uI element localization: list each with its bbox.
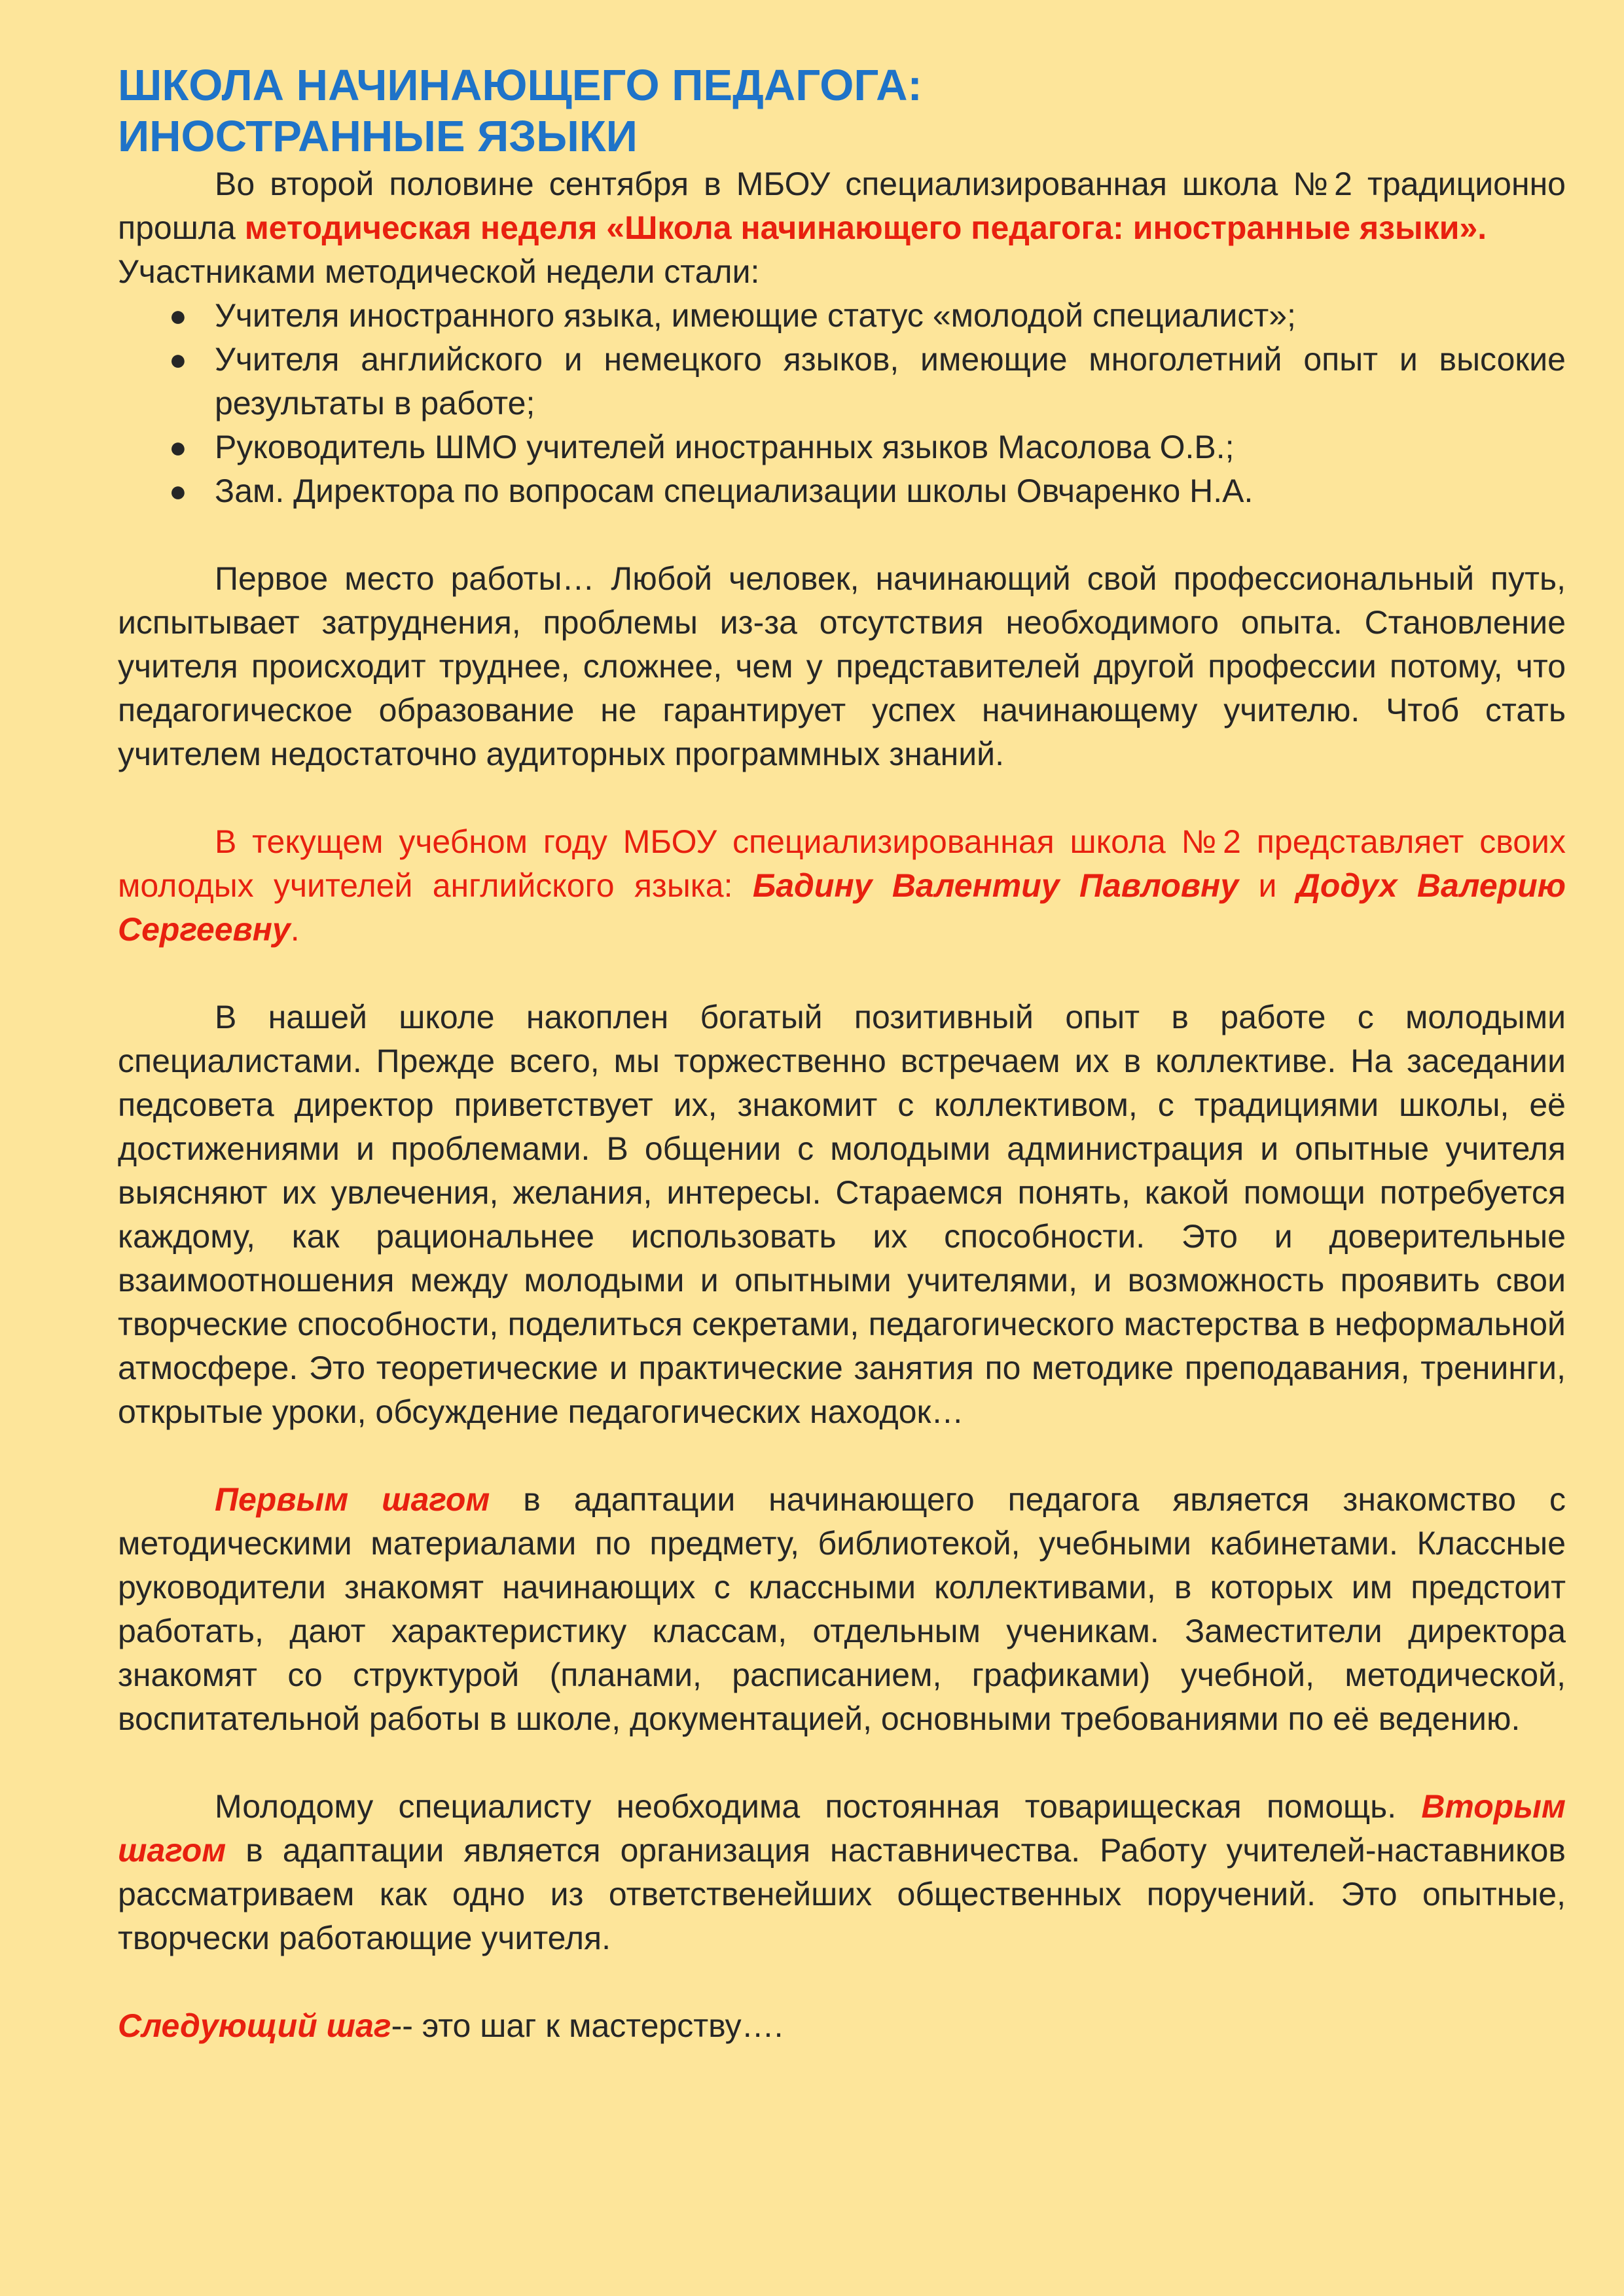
teachers-end: . <box>290 911 300 948</box>
list-item <box>118 425 1566 469</box>
participants-list <box>118 294 1566 513</box>
list-item-text: Зам. Директора по вопросам специализации школы Овчаренко Н.А. <box>215 473 1254 509</box>
step1-text: в адаптации начинающего педагога является знакомство с методическими материалами по предмету, библиотекой, учебными кабинетами. Классные руководители знакомят начинающих с классными коллективами, в которых им предстоит работать, дают характеристику классам, отдельным ученикам. Заместители директора знакомят со структурой (планами, расписанием, графиками) учебной, методической, воспитательной работы в школе, документацией, основными требованиями по её ведению. <box>118 1481 1566 1737</box>
title-line-1: ШКОЛА НАЧИНАЮЩЕГО ПЕДАГОГА: <box>118 61 922 110</box>
first-place-paragraph: Первое место работы… Любой человек, начинающий свой профессиональный путь, испытывает затруднения, проблемы из-за отсутствия необходимого опыта. Становление учителя происходит труднее, сложнее, чем у представителей другой профессии потому, что педагогическое образование не гарантирует успех начинающему учителю. Чтоб стать учителем недостаточно аудиторных программных знаний. <box>118 560 1566 772</box>
page-title <box>118 60 1566 162</box>
intro-highlight: методическая неделя «Школа начинающего педагога: иностранные языки». <box>244 209 1487 246</box>
step1-paragraph <box>118 1478 1566 1741</box>
list-item <box>118 469 1566 513</box>
bullet-icon: ● <box>169 342 187 376</box>
list-item <box>118 338 1566 425</box>
participants-heading: Участниками методической недели стали: <box>118 253 760 290</box>
step2-paragraph <box>118 1785 1566 1960</box>
intro-paragraph <box>118 162 1566 250</box>
intro-text: Во второй половине сентября в МБОУ специализированная школа №2 традиционно прошла <box>118 166 1566 246</box>
next-step-paragraph <box>118 2004 1566 2048</box>
bullet-icon: ● <box>169 474 187 508</box>
step1-lead: Первым шагом <box>215 1481 490 1518</box>
list-item-text: Учителя иностранного языка, имеющие статус «молодой специалист»; <box>215 297 1296 334</box>
next-step-lead: Следующий шаг <box>118 2007 391 2044</box>
teachers-paragraph <box>118 820 1566 952</box>
list-item-text: Учителя английского и немецкого языков, имеющие многолетний опыт и высокие результаты в работе; <box>215 341 1566 422</box>
step2-text: в адаптации является организация наставничества. Работу учителей-наставников рассматриваем как одно из ответственейших общественных поручений. Это опытные, творчески работающие учителя. <box>118 1832 1566 1956</box>
title-line-2: ИНОСТРАННЫЕ ЯЗЫКИ <box>118 112 638 161</box>
teacher-name-2: Додух Валерию Сергеевну <box>118 867 1566 948</box>
list-item-text: Руководитель ШМО учителей иностранных языков Масолова О.В.; <box>215 429 1235 465</box>
bullet-icon: ● <box>169 430 187 464</box>
list-item <box>118 294 1566 338</box>
experience-paragraph: В нашей школе накоплен богатый позитивный опыт в работе с молодыми специалистами. Прежде всего, мы торжественно встречаем их в коллективе. На заседании педсовета директор приветствует их, знакомит с коллективом, с традициями школы, её достижениями и проблемами. В общении с молодыми администрация и опытные учителя выясняют их увлечения, желания, интересы. Стараемся понять, какой помощи потребуется каждому, как рациональнее использовать их способности. Это и доверительные взаимоотношения между молодыми и опытными учителями, и возможность проявить свои творческие способности, поделиться секретами, педагогического мастерства в неформальной атмосфере. Это теоретические и практические занятия по методике преподавания, тренинги, открытые уроки, обсуждение педагогических находок… <box>118 999 1566 1430</box>
bullet-icon: ● <box>169 298 187 332</box>
next-step-text: -- это шаг к мастерству…. <box>391 2007 784 2044</box>
teachers-conj: и <box>1238 867 1297 904</box>
step2-lead: Вторым шагом <box>118 1788 1566 1869</box>
step2-intro: Молодому специалисту необходима постоянная товарищеская помощь. <box>215 1788 1422 1825</box>
document-page <box>118 60 1566 2048</box>
teachers-text: В текущем учебном году МБОУ специализированная школа №2 представляет своих молодых учителей английского языка: <box>118 823 1566 904</box>
teacher-name-1: Бадину Валентиу Павловну <box>752 867 1239 904</box>
